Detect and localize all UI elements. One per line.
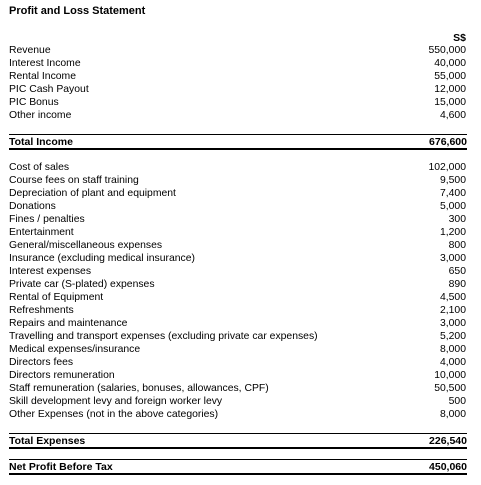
expense-row-value: 500 bbox=[448, 396, 466, 407]
expense-row bbox=[9, 239, 466, 252]
expense-row bbox=[9, 291, 466, 304]
income-row-label: Revenue bbox=[9, 45, 51, 56]
income-row bbox=[9, 83, 466, 96]
expense-row-label: Repairs and maintenance bbox=[9, 318, 128, 329]
income-row bbox=[9, 96, 466, 109]
expense-row-value: 8,000 bbox=[439, 409, 466, 420]
expense-row-value: 3,000 bbox=[439, 253, 466, 264]
expense-row bbox=[9, 278, 466, 291]
expense-row-value: 5,200 bbox=[439, 331, 466, 342]
net-profit-gap bbox=[407, 459, 423, 473]
income-row bbox=[9, 109, 466, 122]
income-row-label: PIC Cash Payout bbox=[9, 84, 89, 95]
total-income-gap bbox=[407, 134, 423, 148]
expense-row-label: Other Expenses (not in the above categories) bbox=[9, 409, 219, 420]
expense-row bbox=[9, 161, 466, 174]
net-profit-label: Net Profit Before Tax bbox=[9, 459, 407, 473]
expense-row-label: Cost of sales bbox=[9, 162, 70, 173]
expense-row-value: 800 bbox=[448, 240, 466, 251]
expense-row-value: 50,500 bbox=[434, 383, 466, 394]
expense-row-label: Rental of Equipment bbox=[9, 292, 104, 303]
total-expenses-label: Total Expenses bbox=[9, 433, 407, 447]
expense-row bbox=[9, 187, 466, 200]
expense-row bbox=[9, 226, 466, 239]
expense-row-label: Directors remuneration bbox=[9, 370, 115, 381]
income-row-value: 4,600 bbox=[439, 110, 466, 121]
expense-row-value: 5,000 bbox=[439, 201, 466, 212]
expense-row bbox=[9, 343, 466, 356]
expense-row-value: 8,000 bbox=[439, 344, 466, 355]
income-row-value: 12,000 bbox=[434, 84, 466, 95]
total-income-value: 676,600 bbox=[423, 134, 467, 148]
expense-row bbox=[9, 369, 466, 382]
expense-row-label: Depreciation of plant and equipment bbox=[9, 188, 176, 199]
expense-row-label: Refreshments bbox=[9, 305, 74, 316]
expense-row bbox=[9, 382, 466, 395]
total-expenses-value: 226,540 bbox=[423, 433, 467, 447]
expense-row-label: Travelling and transport expenses (excluding private car expenses) bbox=[9, 331, 318, 342]
expense-row-label: Private car (S-plated) expenses bbox=[9, 279, 155, 290]
income-row-label: Other income bbox=[9, 110, 72, 121]
expense-row-label: Donations bbox=[9, 201, 56, 212]
income-row-label: Interest Income bbox=[9, 58, 81, 69]
income-row-value: 15,000 bbox=[434, 97, 466, 108]
expense-row-value: 1,200 bbox=[439, 227, 466, 238]
net-profit-row bbox=[9, 459, 467, 475]
expense-row bbox=[9, 252, 466, 265]
expense-row-value: 9,500 bbox=[439, 175, 466, 186]
income-row bbox=[9, 44, 466, 57]
expense-row-value: 7,400 bbox=[439, 188, 466, 199]
income-row-label: PIC Bonus bbox=[9, 97, 59, 108]
expense-row-label: Staff remuneration (salaries, bonuses, allowances, CPF) bbox=[9, 383, 269, 394]
expense-row-value: 4,000 bbox=[439, 357, 466, 368]
expense-row bbox=[9, 330, 466, 343]
total-income-row bbox=[9, 134, 467, 150]
expense-row-value: 300 bbox=[448, 214, 466, 225]
expense-row-label: General/miscellaneous expenses bbox=[9, 240, 163, 251]
expense-row-label: Skill development levy and foreign worker levy bbox=[9, 396, 223, 407]
expense-row-label: Course fees on staff training bbox=[9, 175, 139, 186]
total-expenses-gap bbox=[407, 433, 423, 447]
currency-header: S$ bbox=[453, 32, 466, 44]
expense-row-label: Directors fees bbox=[9, 357, 74, 368]
income-row bbox=[9, 57, 466, 70]
expense-row bbox=[9, 304, 466, 317]
expense-row-value: 4,500 bbox=[439, 292, 466, 303]
income-row-value: 550,000 bbox=[428, 45, 466, 56]
expense-row-label: Entertainment bbox=[9, 227, 74, 238]
expense-row bbox=[9, 200, 466, 213]
total-expenses-row bbox=[9, 433, 467, 449]
expense-row-label: Insurance (excluding medical insurance) bbox=[9, 253, 195, 264]
expense-row bbox=[9, 408, 466, 421]
income-row-value: 40,000 bbox=[434, 58, 466, 69]
expense-row bbox=[9, 213, 466, 226]
income-row bbox=[9, 70, 466, 83]
total-income-label: Total Income bbox=[9, 134, 407, 148]
expense-row bbox=[9, 265, 466, 278]
expense-row-label: Fines / penalties bbox=[9, 214, 85, 225]
expense-row-value: 102,000 bbox=[428, 162, 466, 173]
expense-row bbox=[9, 395, 466, 408]
expense-row-value: 3,000 bbox=[439, 318, 466, 329]
expense-list bbox=[9, 161, 466, 421]
expense-row-label: Medical expenses/insurance bbox=[9, 344, 141, 355]
income-row-value: 55,000 bbox=[434, 71, 466, 82]
net-profit-value: 450,060 bbox=[423, 459, 467, 473]
expense-row bbox=[9, 174, 466, 187]
expense-row-label: Interest expenses bbox=[9, 266, 92, 277]
expense-row-value: 2,100 bbox=[439, 305, 466, 316]
expense-row-value: 10,000 bbox=[434, 370, 466, 381]
expense-row bbox=[9, 356, 466, 369]
expense-row bbox=[9, 317, 466, 330]
income-row-label: Rental Income bbox=[9, 71, 76, 82]
expense-row-value: 890 bbox=[448, 279, 466, 290]
statement-title: Profit and Loss Statement bbox=[9, 5, 146, 17]
expense-row-value: 650 bbox=[448, 266, 466, 277]
income-list bbox=[9, 44, 466, 122]
